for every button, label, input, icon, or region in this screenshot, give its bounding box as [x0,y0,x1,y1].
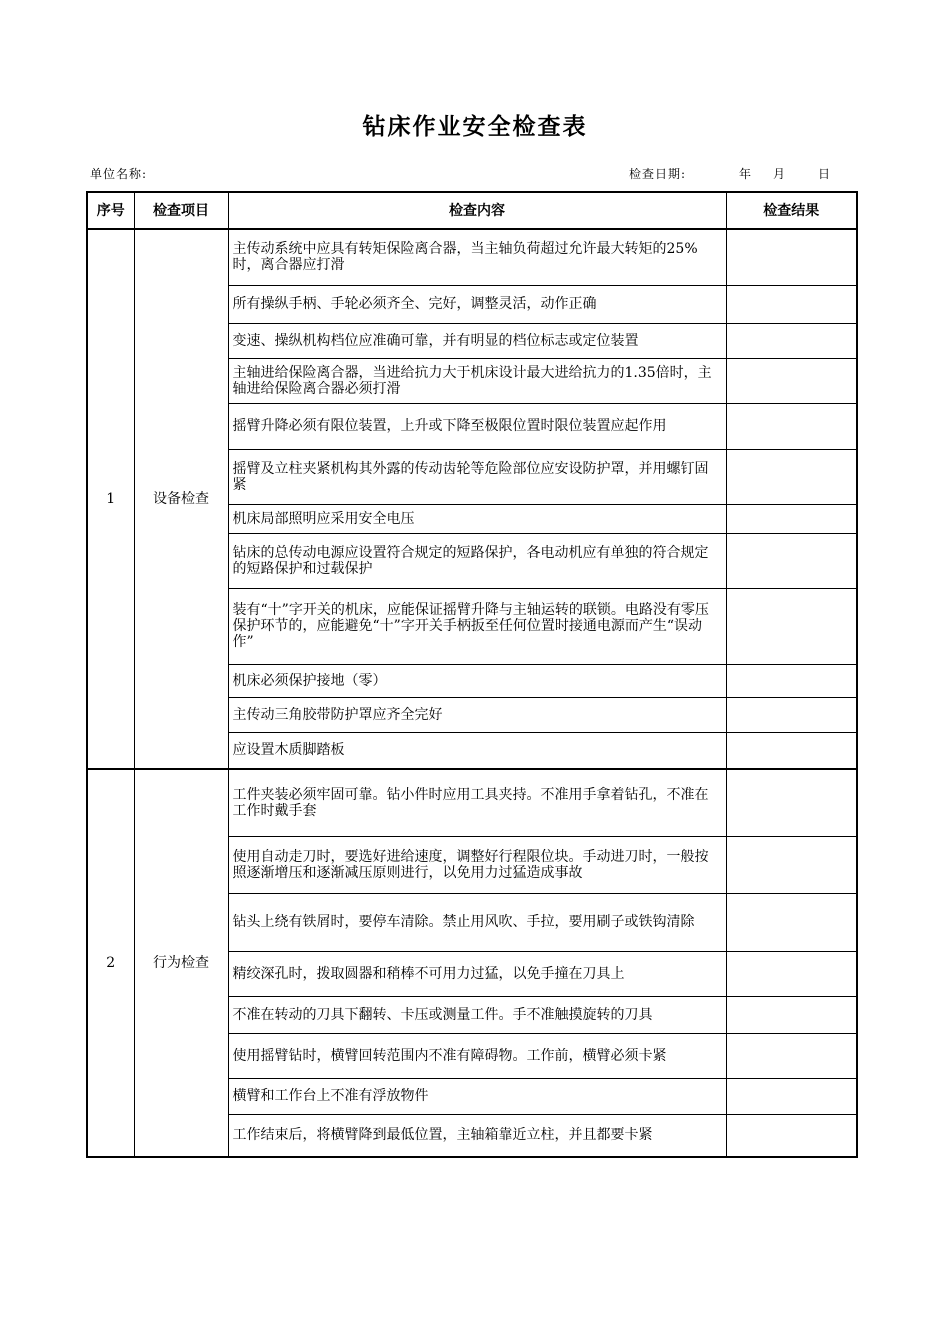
page-title: 钻床作业安全检查表 [362,114,588,140]
section-category: 设备检查 [134,229,228,769]
header-result: 检查结果 [726,192,857,229]
check-content: 精绞深孔时，拨取圆器和稍棒不可用力过猛，以免手撞在刀具上 [228,951,726,996]
check-result-cell[interactable] [726,732,857,769]
check-result-cell[interactable] [726,996,857,1033]
check-result-cell[interactable] [726,1114,857,1157]
section-seq: 2 [87,769,134,1157]
check-content: 不准在转动的刀具下翻转、卡压或测量工件。手不准触摸旋转的刀具 [228,996,726,1033]
date-month-label: 月 [773,167,787,181]
check-content: 使用自动走刀时，要选好进给速度，调整好行程限位块。手动进刀时，一般按照逐渐增压和逐渐减压原则进行，以免用力过猛造成事故 [228,836,726,893]
section-behavior [87,769,857,1157]
check-content: 摇臂及立柱夹紧机构其外露的传动齿轮等危险部位应安设防护罩，并用螺钉固紧 [228,449,726,504]
check-result-cell[interactable] [726,951,857,996]
header-item: 检查项目 [134,192,228,229]
check-content: 工件夹装必须牢固可靠。钻小件时应用工具夹持。不准用手拿着钻孔，不准在工作时戴手套 [228,769,726,836]
check-content: 钻头上绕有铁屑时，要停车清除。禁止用风吹、手拉，要用刷子或铁钩清除 [228,893,726,951]
check-result-cell[interactable] [726,769,857,836]
checklist-table [86,191,858,1158]
check-content: 机床必须保护接地（零） [228,664,726,697]
check-content: 摇臂升降必须有限位装置，上升或下降至极限位置时限位装置应起作用 [228,403,726,449]
check-result-cell[interactable] [726,403,857,449]
check-result-cell[interactable] [726,229,857,285]
check-result-cell[interactable] [726,533,857,588]
check-content: 工作结束后，将横臂降到最低位置，主轴箱靠近立柱，并且都要卡紧 [228,1114,726,1157]
check-content: 主轴进给保险离合器，当进给抗力大于机床设计最大进给抗力的1.35倍时，主轴进给保险离合器必须打滑 [228,358,726,403]
check-content: 装有“十”字开关的机床，应能保证摇臂升降与主轴运转的联锁。电路没有零压保护环节的，应能避免“十”字开关手柄扳至任何位置时接通电源而产生“误动作” [228,588,726,664]
date-year-label: 年 [739,167,753,181]
table-row [87,229,857,285]
check-content: 主传动三角胶带防护罩应齐全完好 [228,697,726,732]
inspection-date-label: 检查日期: [629,167,687,181]
check-content: 所有操纵手柄、手轮必须齐全、完好，调整灵活，动作正确 [228,285,726,323]
check-result-cell[interactable] [726,285,857,323]
section-seq: 1 [87,229,134,769]
check-content: 横臂和工作台上不准有浮放物件 [228,1078,726,1114]
check-result-cell[interactable] [726,836,857,893]
check-result-cell[interactable] [726,588,857,664]
check-result-cell[interactable] [726,664,857,697]
date-day-label: 日 [818,167,832,181]
check-content: 应设置木质脚踏板 [228,732,726,769]
check-result-cell[interactable] [726,1033,857,1078]
unit-name-label: 单位名称: [90,167,148,181]
check-content: 机床局部照明应采用安全电压 [228,504,726,533]
section-category: 行为检查 [134,769,228,1157]
check-content: 钻床的总传动电源应设置符合规定的短路保护，各电动机应有单独的符合规定的短路保护和过载保护 [228,533,726,588]
check-content: 主传动系统中应具有转矩保险离合器，当主轴负荷超过允许最大转矩的25%时，离合器应打滑 [228,229,726,285]
section-equipment [87,229,857,769]
check-result-cell[interactable] [726,1078,857,1114]
table-row [87,769,857,836]
header-content: 检查内容 [228,192,726,229]
check-result-cell[interactable] [726,697,857,732]
check-result-cell[interactable] [726,449,857,504]
header-seq: 序号 [87,192,134,229]
check-result-cell[interactable] [726,358,857,403]
check-result-cell[interactable] [726,893,857,951]
check-result-cell[interactable] [726,504,857,533]
check-result-cell[interactable] [726,323,857,358]
check-content: 变速、操纵机构档位应准确可靠，并有明显的档位标志或定位装置 [228,323,726,358]
table-header-row [87,192,857,229]
check-content: 使用摇臂钻时，横臂回转范围内不准有障碍物。工作前，横臂必须卡紧 [228,1033,726,1078]
